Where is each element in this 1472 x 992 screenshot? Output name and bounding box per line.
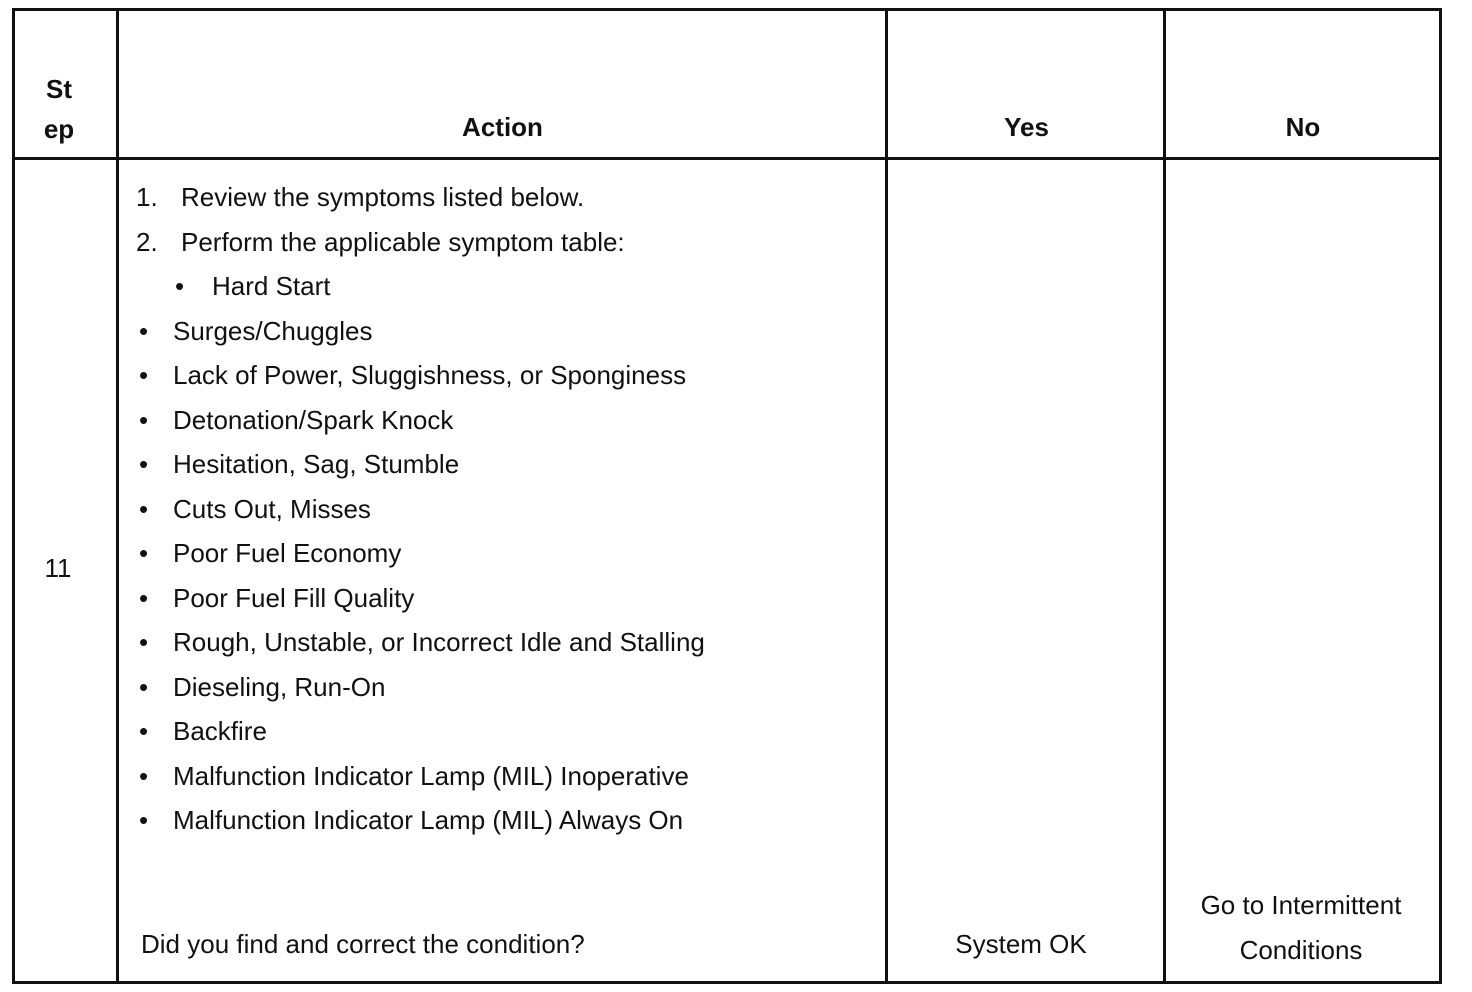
list-marker: 2. (136, 226, 158, 257)
step-header-line: St (46, 74, 72, 104)
list-item-text: Backfire (173, 716, 267, 746)
list-marker: • (139, 716, 149, 746)
no-result-line: Conditions (1239, 935, 1363, 965)
list-item-text: Surges/Chuggles (173, 315, 373, 346)
list-marker: 1. (136, 182, 158, 212)
list-item-text: Hesitation, Sag, Stumble (173, 449, 460, 479)
no-header: No (1285, 112, 1321, 142)
list-marker: • (139, 627, 149, 657)
no-result (1167, 883, 1435, 973)
list-item-text: Lack of Power, Sluggishness, or Sponginess (173, 360, 687, 390)
list-marker: • (139, 538, 149, 568)
list-marker: • (175, 271, 185, 301)
list-item-text: Hard Start (212, 271, 331, 301)
yes-result: System OK (955, 929, 1087, 959)
list-item-text: Malfunction Indicator Lamp (MIL) Inoperative (173, 760, 689, 791)
list-marker: • (139, 449, 149, 479)
list-marker: • (139, 493, 149, 524)
list-item-text: Poor Fuel Economy (173, 538, 402, 568)
list-item-text: Review the symptoms listed below. (181, 182, 585, 212)
yes-header: Yes (1004, 112, 1049, 142)
step-header-line: ep (43, 114, 75, 144)
action-header: Action (462, 112, 543, 142)
list-item-text: Dieseling, Run-On (173, 671, 386, 702)
list-marker: • (139, 671, 149, 702)
condition-question: Did you find and correct the condition? (141, 929, 585, 959)
list-marker: • (139, 760, 149, 791)
list-marker: • (139, 360, 149, 390)
list-item-text: Malfunction Indicator Lamp (MIL) Always On (173, 805, 684, 835)
list-item-text: Rough, Unstable, or Incorrect Idle and Stalling (173, 627, 705, 657)
diagnostic-table (12, 8, 1442, 984)
list-marker: • (139, 582, 149, 613)
step-header-text (15, 69, 103, 149)
header-divider (15, 157, 1439, 160)
list-marker: • (139, 404, 149, 435)
list-item-text: Cuts Out, Misses (173, 493, 371, 524)
no-result-line: Go to Intermittent (1200, 890, 1402, 920)
list-item-text: Perform the applicable symptom table: (181, 226, 625, 257)
list-marker: • (139, 315, 149, 346)
list-item-text: Poor Fuel Fill Quality (173, 582, 415, 613)
list-marker: • (139, 805, 149, 835)
step-number: 11 (44, 553, 72, 583)
list-item-text: Detonation/Spark Knock (173, 404, 454, 435)
